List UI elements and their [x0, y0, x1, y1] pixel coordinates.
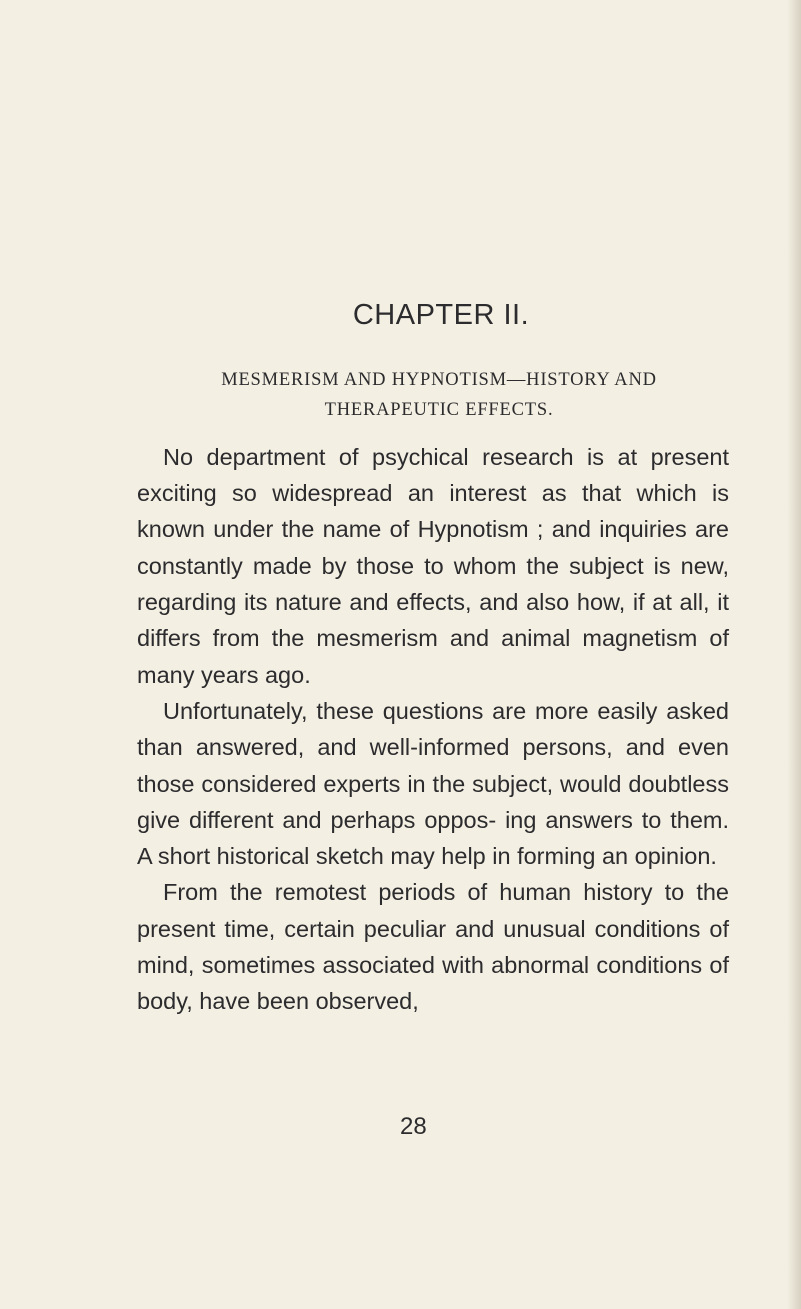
page-number: 28	[400, 1113, 427, 1140]
chapter-subtitle-line-2: THERAPEUTIC EFFECTS.	[324, 399, 554, 420]
paragraph-2: Unfortunately, these questions are more easily asked than answered, and well-informed persons, and even those considered experts in the subject, would doubtless give different and perhaps oppos- ing answers to them. A short historical sketch may help in forming an opinion.	[137, 697, 729, 870]
chapter-title: CHAPTER II.	[352, 299, 530, 331]
paragraph-1	[137, 439, 729, 693]
paragraph-3: From the remotest periods of human history to the present time, certain peculiar and unusual conditions of mind, sometimes associated with abnormal conditions of body, have been observed,	[137, 879, 729, 1015]
page-text-block	[137, 300, 729, 1020]
paragraph-1-lead: No	[163, 443, 194, 470]
paragraph-1-text: department of psychical research is at present exciting so widespread an interest as that which is known under the name of Hypnotism ; and inquiries are constantly made by those to whom the subject is new, regarding its nature and effects, and also how, if at all, it differs from the mesmerism and animal magnetism of many years ago.	[137, 443, 729, 688]
chapter-subtitle	[137, 365, 729, 425]
page-edge-shadow	[787, 0, 801, 1309]
chapter-subtitle-line-1: MESMERISM AND HYPNOTISM—HISTORY AND	[221, 369, 657, 390]
